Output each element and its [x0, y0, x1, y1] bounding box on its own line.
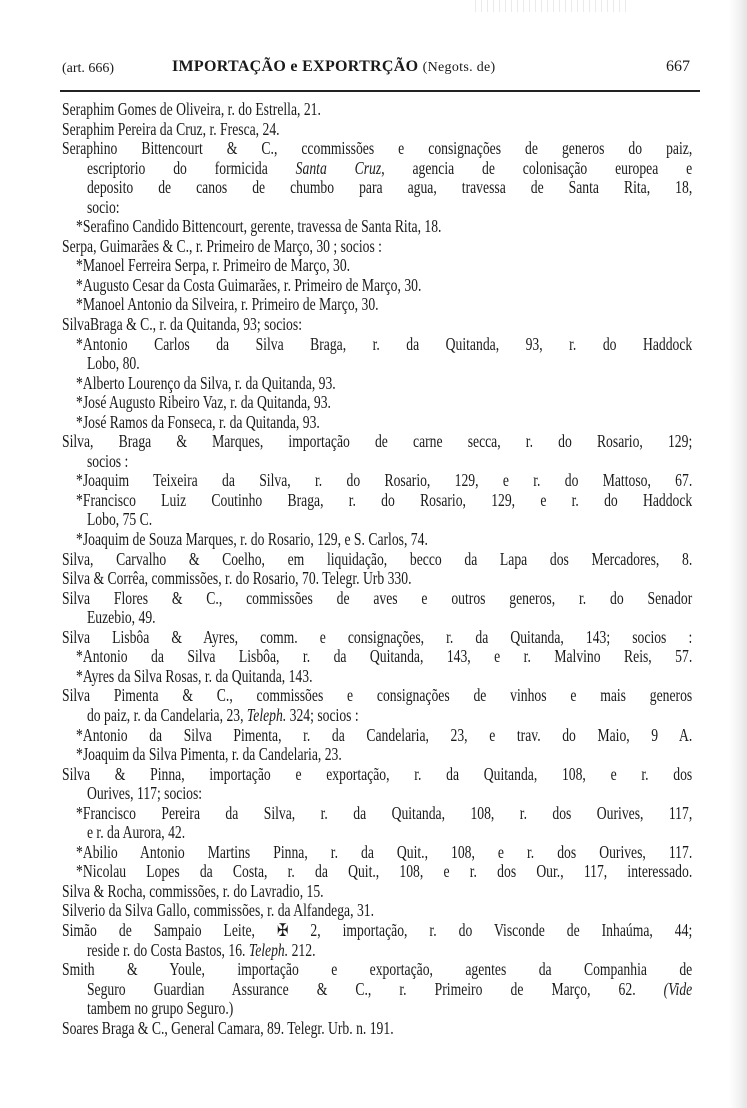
entry-line: Silva, Braga & Marques, importação de carne secca, r. do Rosario, 129;: [62, 432, 693, 452]
partner-line: *Manoel Antonio da Silveira, r. Primeiro de Março, 30.: [76, 294, 379, 315]
running-header: [62, 58, 690, 80]
continuation-line: Seguro Guardian Assurance & C., r. Primeiro de Março, 62. (Vide: [86, 979, 693, 999]
continuation-line: escriptorio do formicida Santa Cruz, agencia de colonisação europea e: [86, 158, 693, 178]
partner-line: *Abilio Antonio Martins Pinna, r. da Quit., 108, e r. dos Ourives, 117.: [76, 842, 693, 862]
continuation-line: deposito de canos de chumbo para agua, travessa de Santa Rita, 18,: [86, 178, 693, 198]
scan-noise: [470, 0, 630, 12]
partner-line: *Joaquim de Souza Marques, r. do Rosario, 129, e S. Carlos, 74.: [76, 529, 428, 550]
entry-line: Silva Flores & C., commissões de aves e outros generos, r. do Senador: [62, 588, 693, 608]
continuation-line: do paiz, r. da Candelaria, 23, Teleph. 324; socios :: [86, 704, 359, 725]
italic-text: Teleph.: [248, 939, 289, 960]
page-edge-shadow: [729, 0, 747, 1108]
directory-listing: [62, 100, 692, 1038]
entry-line: SilvaBraga & C., r. da Quitanda, 93; socios:: [62, 314, 302, 335]
page-number: 667: [666, 58, 690, 75]
partner-line: *Antonio da Silva Pimenta, r. da Candelaria, 23, e trav. do Maio, 9 A.: [76, 725, 693, 745]
entry-line: Seraphim Gomes de Oliveira, r. do Estrella, 21.: [62, 99, 321, 119]
entry-line: Silva, Carvalho & Coelho, em liquidação, becco da Lapa dos Mercadores, 8.: [62, 549, 693, 569]
entry-line: Silva & Rocha, commissões, r. do Lavradio, 15.: [62, 880, 324, 901]
section-title: IMPORTAÇÃO e EXPORTRÇÃO: [172, 58, 419, 75]
partner-line: *Serafino Candido Bittencourt, gerente, travessa de Santa Rita, 18.: [76, 216, 442, 237]
header-rule: [60, 90, 700, 92]
partner-line: *Joaquim Teixeira da Silva, r. do Rosario, 129, e r. do Mattoso, 67.: [76, 471, 693, 491]
partner-line: *Manoel Ferreira Serpa, r. Primeiro de Março, 30.: [76, 255, 351, 276]
section-subtitle: (Negots. de): [422, 60, 496, 75]
partner-line: *José Augusto Ribeiro Vaz, r. da Quitanda, 93.: [76, 392, 331, 413]
partner-line: *José Ramos da Fonseca, r. da Quitanda, 93.: [76, 411, 320, 432]
continuation-line: tambem no grupo Seguro.): [86, 998, 234, 1019]
partner-line: *Joaquim da Silva Pimenta, r. da Candelaria, 23.: [76, 744, 342, 765]
entry-line: Serpa, Guimarães & C., r. Primeiro de Março, 30 ; socios :: [62, 235, 382, 256]
partner-line: *Nicolau Lopes da Costa, r. da Quit., 108, e r. dos Our., 117, interessado.: [76, 862, 693, 882]
entry-line: Seraphino Bittencourt & C., ccommissões e consignações de generos do paiz,: [62, 139, 693, 159]
partner-line: *Alberto Lourenço da Silva, r. da Quitanda, 93.: [76, 372, 336, 393]
page-title: [172, 58, 495, 76]
italic-text: Teleph.: [246, 704, 287, 725]
entry-line: Silva Lisbôa & Ayres, comm. e consignações, r. da Quitanda, 143; socios :: [62, 627, 693, 647]
entry-line: Simão de Sampaio Leite, ✠ 2, importação, r. do Visconde de Inhaúma, 44;: [62, 920, 693, 940]
continuation-line: Euzebio, 49.: [86, 607, 156, 628]
continuation-line: Lobo, 80.: [86, 353, 140, 374]
entry-line: Silva Pimenta & C., commissões e consignações de vinhos e mais generos: [62, 686, 693, 706]
continuation-line: socio:: [86, 196, 120, 217]
partner-line: *Francisco Luiz Coutinho Braga, r. do Rosario, 129, e r. do Haddock: [76, 490, 693, 510]
italic-text: Santa Cruz: [295, 158, 382, 178]
entry-line: Silverio da Silva Gallo, commissões, r. da Alfandega, 31.: [62, 900, 375, 921]
continuation-line: Ourives, 117; socios:: [86, 783, 203, 804]
article-reference: (art. 666): [62, 61, 115, 76]
italic-text: (Vide: [663, 979, 693, 999]
continuation-line: e r. da Aurora, 42.: [86, 822, 186, 843]
entry-line: Silva & Corrêa, commissões, r. do Rosario, 70. Telegr. Urb 330.: [62, 568, 412, 589]
entry-line: Soares Braga & C., General Camara, 89. Telegr. Urb. n. 191.: [62, 1017, 394, 1038]
partner-line: *Antonio Carlos da Silva Braga, r. da Quitanda, 93, r. do Haddock: [76, 334, 693, 354]
partner-line: *Antonio da Silva Lisbôa, r. da Quitanda, 143, e r. Malvino Reis, 57.: [76, 647, 693, 667]
partner-line: *Ayres da Silva Rosas, r. da Quitanda, 143.: [76, 665, 313, 686]
continuation-line: Lobo, 75 C.: [86, 509, 153, 530]
entry-line: Silva & Pinna, importação e exportação, r. da Quitanda, 108, e r. dos: [62, 764, 693, 784]
continuation-line: socios :: [86, 450, 129, 471]
entry-line: Smith & Youle, importação e exportação, agentes da Companhia de: [62, 960, 693, 980]
continuation-line: reside r. do Costa Bastos, 16. Teleph. 212.: [86, 939, 316, 960]
partner-line: *Augusto Cesar da Costa Guimarães, r. Primeiro de Março, 30.: [76, 274, 422, 295]
partner-line: *Francisco Pereira da Silva, r. da Quitanda, 108, r. dos Ourives, 117,: [76, 803, 693, 823]
entry-line: Seraphim Pereira da Cruz, r. Fresca, 24.: [62, 118, 280, 139]
